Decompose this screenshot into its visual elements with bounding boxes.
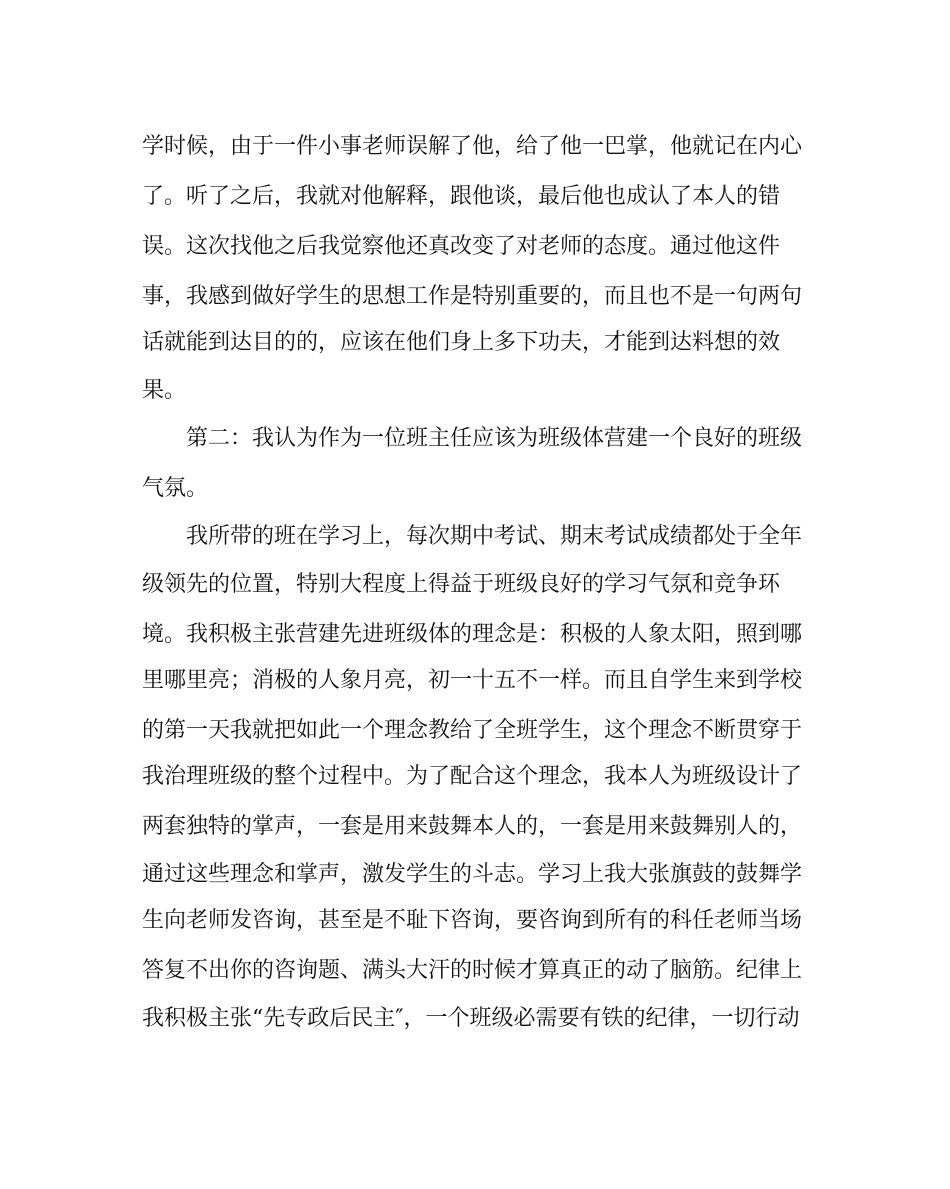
text-line: 生向老师发咨询，甚至是不耻下咨询，要咨询到所有的科任老师当场 <box>142 908 803 933</box>
text-line: 两套独特的掌声，一套是用来鼓舞本人的，一套是用来鼓舞别人的， <box>142 814 803 839</box>
text-line: 我积极主张“先专政后民主″，一个班级必需要有铁的纪律，一切行动 <box>142 1006 800 1031</box>
text-line: 话就能到达目的的，应该在他们身上多下功夫，才能到达料想的效 <box>142 330 781 355</box>
text-line: 了。听了之后，我就对他解释，跟他谈，最后他也成认了本人的错 <box>142 184 781 209</box>
text-line: 气氛。 <box>142 476 209 501</box>
text-line: 果。 <box>142 378 187 403</box>
text-line: 误。这次找他之后我觉察他还真改变了对老师的态度。通过他这件 <box>142 234 781 259</box>
text-line: 事，我感到做好学生的思想工作是特别重要的，而且也不是一句两句 <box>142 284 803 309</box>
text-line: 学时候，由于一件小事老师误解了他，给了他一巴掌，他就记在内心 <box>142 134 803 159</box>
text-line: 里哪里亮；消极的人象月亮，初一十五不一样。而且自学生来到学校 <box>142 668 803 693</box>
paragraph-start-line: 第二：我认为作为一位班主任应该为班级体营建一个良好的班级 <box>186 426 803 451</box>
text-line: 我治理班级的整个过程中。为了配合这个理念，我本人为班级设计了 <box>142 764 803 789</box>
text-line: 通过这些理念和掌声，激发学生的斗志。学习上我大张旗鼓的鼓舞学 <box>142 862 803 887</box>
text-line: 境。我积极主张营建先进班级体的理念是：积极的人象太阳，照到哪 <box>142 622 803 647</box>
paragraph-start-line: 我所带的班在学习上，每次期中考试、期末考试成绩都处于全年 <box>186 524 803 549</box>
text-line: 的第一天我就把如此一个理念教给了全班学生，这个理念不断贯穿于 <box>142 718 803 743</box>
text-line: 级领先的位置，特别大程度上得益于班级良好的学习气氛和竞争环 <box>142 572 781 597</box>
text-line: 答复不出你的咨询题、满头大汗的时候才算真正的动了脑筋。纪律上 <box>142 958 803 983</box>
